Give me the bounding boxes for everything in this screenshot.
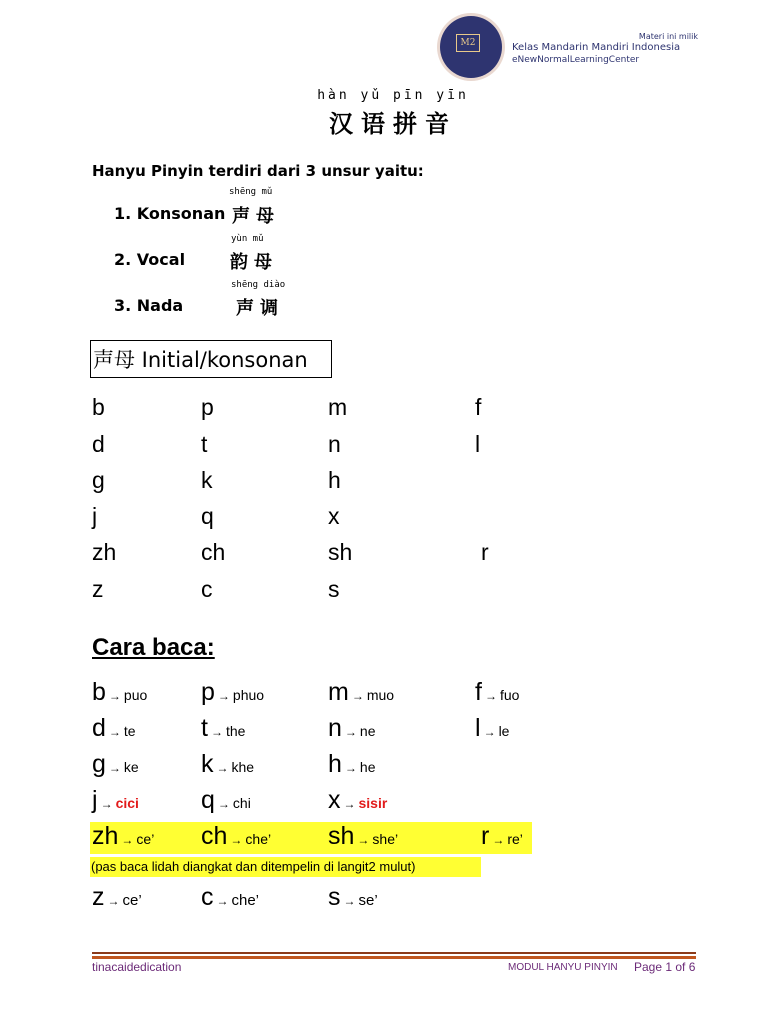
consonant: t (201, 431, 208, 457)
reading-item: j → cici (92, 786, 139, 814)
reading-item: n → ne (328, 714, 376, 742)
reading-item: m → muo (328, 678, 395, 706)
footer-divider-accent (92, 956, 696, 959)
reading-item: zh → ce’ (92, 822, 155, 850)
footer-page-number: Page 1 of 6 (634, 960, 696, 974)
element-1-label: 1. Konsonan (114, 204, 226, 223)
logo-org-sub: eNewNormalLearningCenter (512, 55, 640, 65)
reading-item: d → te (92, 714, 136, 742)
reading-item: t → the (201, 714, 246, 742)
consonant: l (475, 431, 481, 457)
consonant: sh (328, 539, 353, 565)
intro-text: Hanyu Pinyin terdiri dari 3 unsur yaitu: (92, 162, 424, 180)
element-1-pinyin: shēng mǔ (229, 187, 273, 197)
consonant: k (201, 467, 213, 493)
reading-item: l → le (475, 714, 510, 742)
pronunciation-note: (pas baca lidah diangkat dan ditempelin di langit2 mulut) (90, 857, 481, 877)
element-2-label: 2. Vocal (114, 250, 186, 269)
footer-module-title: MODUL HANYU PINYIN (508, 962, 618, 973)
reading-item: r → re’ (481, 822, 523, 850)
header-logo (436, 14, 706, 80)
consonant: zh (92, 539, 117, 565)
consonant: c (201, 576, 213, 602)
element-3-pinyin: shēng diào (231, 280, 286, 290)
consonant: ch (201, 539, 226, 565)
reading-item: ch → che’ (201, 822, 272, 850)
reading-item: s → se’ (328, 883, 378, 911)
footer-author: tinacaidedication (92, 960, 182, 974)
consonant: d (92, 431, 105, 457)
consonant: x (328, 503, 340, 529)
section-title-initial: 声母 Initial/konsonan (90, 340, 332, 378)
reading-item: c → che’ (201, 883, 260, 911)
reading-item: h → he (328, 750, 376, 778)
title-pinyin: hàn yǔ pīn yīn (317, 88, 469, 103)
element-2-pinyin: yùn mǔ (231, 234, 264, 244)
cara-baca-title: Cara baca: (92, 634, 215, 661)
logo-mark: M2 (456, 34, 480, 52)
consonant: h (328, 467, 341, 493)
consonant: q (201, 503, 214, 529)
reading-item: g → ke (92, 750, 139, 778)
consonant: z (92, 576, 104, 602)
element-1-hanzi: 声母 (232, 206, 280, 227)
consonant: r (481, 539, 489, 565)
reading-item: f → fuo (475, 678, 520, 706)
highlight-row (90, 822, 532, 854)
reading-item: z → ce’ (92, 883, 142, 911)
reading-item: q → chi (201, 786, 251, 814)
logo-org-name: Kelas Mandarin Mandiri Indonesia (512, 42, 681, 53)
consonant: s (328, 576, 340, 602)
consonant: m (328, 394, 348, 420)
consonant: f (475, 394, 482, 420)
consonant: n (328, 431, 341, 457)
reading-item: k → khe (201, 750, 255, 778)
reading-item: x → sisir (328, 786, 388, 814)
logo-owner-note: Materi ini milik (638, 32, 698, 41)
consonant: j (92, 503, 98, 529)
consonant: b (92, 394, 105, 420)
consonant: g (92, 467, 105, 493)
reading-item: b → puo (92, 678, 148, 706)
logo-emblem (440, 16, 502, 78)
consonant: p (201, 394, 214, 420)
element-3-hanzi: 声调 (236, 298, 284, 319)
element-2-hanzi: 韵母 (230, 252, 278, 273)
reading-item: p → phuo (201, 678, 265, 706)
footer-divider (92, 952, 696, 954)
page-title: 汉语拼音 (329, 110, 457, 138)
reading-item: sh → she’ (328, 822, 399, 850)
element-3-label: 3. Nada (114, 296, 184, 315)
